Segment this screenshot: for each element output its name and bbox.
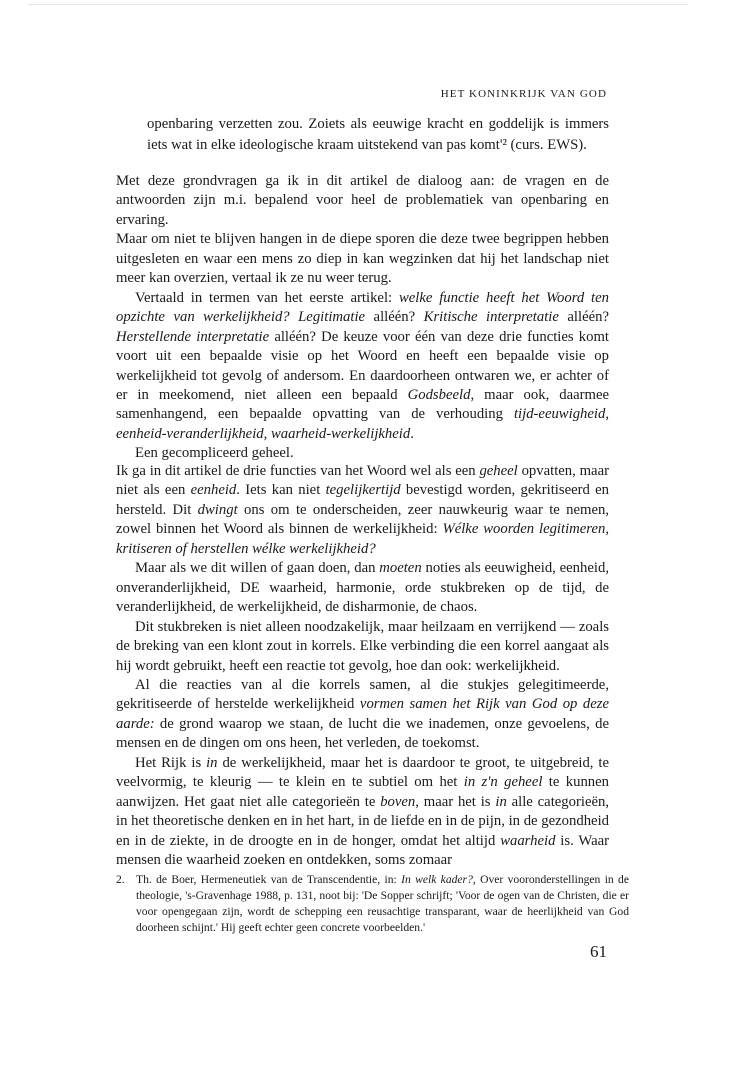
text-run: Maar als we dit willen of gaan doen, dan [135, 560, 380, 577]
italic-run: Herstellende interpretatie [116, 328, 270, 345]
italic-run: In welk kader? [401, 873, 473, 886]
block-quote: openbaring verzetten zou. Zoiets als eeuwige kracht en goddelijk is immers iets wat in elke ideologische kraam uitstekend van pas komt'² (curs. EWS). [147, 116, 609, 153]
italic-run: tijd-eeuwigheid, eenheid-veranderlijkheid, waarheid-werkelijkheid [116, 406, 609, 442]
italic-run: geheel [479, 463, 518, 479]
paragraph [116, 462, 609, 559]
text-run: alléén? [365, 309, 424, 326]
italic-run: boven [380, 793, 416, 810]
footnote-number: 2. [116, 873, 125, 886]
section-1 [116, 172, 609, 464]
footnote [116, 872, 629, 936]
text-run: de werkelijkheid, maar het is daardoor te groot, te uitgebreid, te veelvormig, te kleurig — te klein en te subtiel om het [116, 754, 609, 791]
paragraph [116, 289, 609, 445]
italic-run: Godsbeeld [407, 386, 471, 403]
text-run: , maar ook, daarmee samenhangend, een bepaalde opvatting van de verhouding [116, 386, 609, 423]
text-run: Het Rijk is [135, 754, 207, 771]
italic-run: in z'n geheel [463, 774, 543, 791]
paragraph: Maar om niet te blijven hangen in de diepe sporen die deze twee begrippen hebben uitgesleten en waar een mens zo diep in kan wegzinken dat hij het landschap niet meer kan overzien, vertaal ik ze nu weer terug. [116, 231, 609, 287]
page-number: 61 [590, 942, 607, 961]
text-run: opvatten, maar niet als een [116, 463, 609, 499]
italic-run: welke functie heeft het Woord ten opzichte van werkelijkheid? Legitimatie [116, 289, 610, 326]
text-run: alléén? [558, 309, 609, 326]
text-run: de grond waarop we staan, de lucht die we inademen, onze gevoelens, de mensen en de dingen om ons heen, het verleden, de toekomst. [116, 715, 609, 752]
text-run: . [410, 425, 414, 442]
paragraph: Met deze grondvragen ga ik in dit artikel de dialoog aan: de vragen en de antwoorden zijn m.i. bepalend voor heel de problematiek van openbaring en ervaring. [116, 173, 609, 228]
text-run: Th. de Boer, Hermeneutiek van de Transcendentie, in: [136, 873, 402, 886]
text-run: te kunnen aanwijzen. Het gaat niet alle categorieën te [116, 774, 610, 810]
italic-run: Wélke woorden legitimeren, kritiseren of herstellen wélke werkelijkheid? [116, 521, 610, 557]
paragraph [116, 559, 609, 617]
paragraph: Een gecompliceerd geheel. [135, 445, 294, 462]
italic-run: in [206, 754, 218, 771]
text-run: is. Waar mensen die waarheid zoeken en ontdekken, soms zomaar [116, 832, 609, 869]
italic-run: waarheid [500, 832, 556, 849]
paragraph [116, 754, 609, 871]
text-run: . Iets kan niet [236, 482, 326, 499]
text-run: Ik ga in dit artikel de drie functies van het Woord wel als een [116, 463, 480, 479]
italic-run: dwingt [197, 501, 238, 518]
italic-run: vormen samen het Rijk van God op deze aarde: [116, 696, 609, 732]
text-run: noties als eeuwigheid, eenheid, onveranderlijkheid, DE waarheid, harmonie, orde stukbreken op de tijd, de veranderlijkheid, de werkelijkheid, de disharmonie, de chaos. [116, 560, 609, 616]
italic-run: eenheid [190, 482, 237, 499]
italic-run: tegelijkertijd [325, 482, 401, 499]
italic-run: in [495, 793, 507, 810]
italic-run: Kritische interpretatie [423, 309, 559, 326]
running-head: HET KONINKRIJK VAN GOD [440, 88, 607, 100]
text-run: ons om te onderscheiden, zeer nauwkeurig waar te nemen, zowel binnen het Woord als binnen de werkelijkheid: [116, 501, 609, 538]
paragraph: Dit stukbreken is niet alleen noodzakelijk, maar heilzaam en verrijkend — zoals de breking van een klont zout in korrels. Elke verbinding die een korrel aangaat als hij wordt gebruikt, heeft een reactie tot gevolg, hoe dan ook: werkelijkheid. [116, 618, 609, 674]
top-edge-line [28, 4, 688, 5]
section-2 [116, 462, 609, 871]
text-run: alle categorieën, in het theoretische denken en in het hart, in de liefde en in de pijn, in de gezondheid en in de ziekte, in de droogte en in de honger, omdat het altijd [116, 793, 610, 849]
paragraph [116, 676, 609, 754]
text-run: , Over vooronderstellingen in de theologie, 's-Gravenhage 1988, p. 131, noot bij: 'De Sopper schrijft; 'Voor de ogen van de Christen, die er voor opengegaan zijn, wordt de schepping een reusachtige transparant, waar de heerlijkheid van God doorheen schijnt.' Hij geeft echter geen concrete voorbeelden.' [136, 873, 629, 934]
text-run: Al die reacties van al die korrels samen, al die stukjes gelegitimeerde, gekritiseerde of herstelde werkelijkheid [116, 676, 609, 713]
italic-run: moeten [379, 560, 422, 577]
text-run: , maar het is [415, 793, 496, 810]
text-run: Vertaald in termen van het eerste artikel: [135, 289, 399, 306]
text-run: bevestigd worden, gekritiseerd en hersteld. Dit [116, 482, 610, 518]
text-run: alléén? De keuze voor één van deze drie functies komt voort uit een bepaalde visie op het Woord en heeft een bepaalde visie op werkelijkheid tot gevolg of andersom. En daardoorheen ontwaren we, er achter of er in meekomend, niet alleen een bepaald [116, 328, 609, 403]
